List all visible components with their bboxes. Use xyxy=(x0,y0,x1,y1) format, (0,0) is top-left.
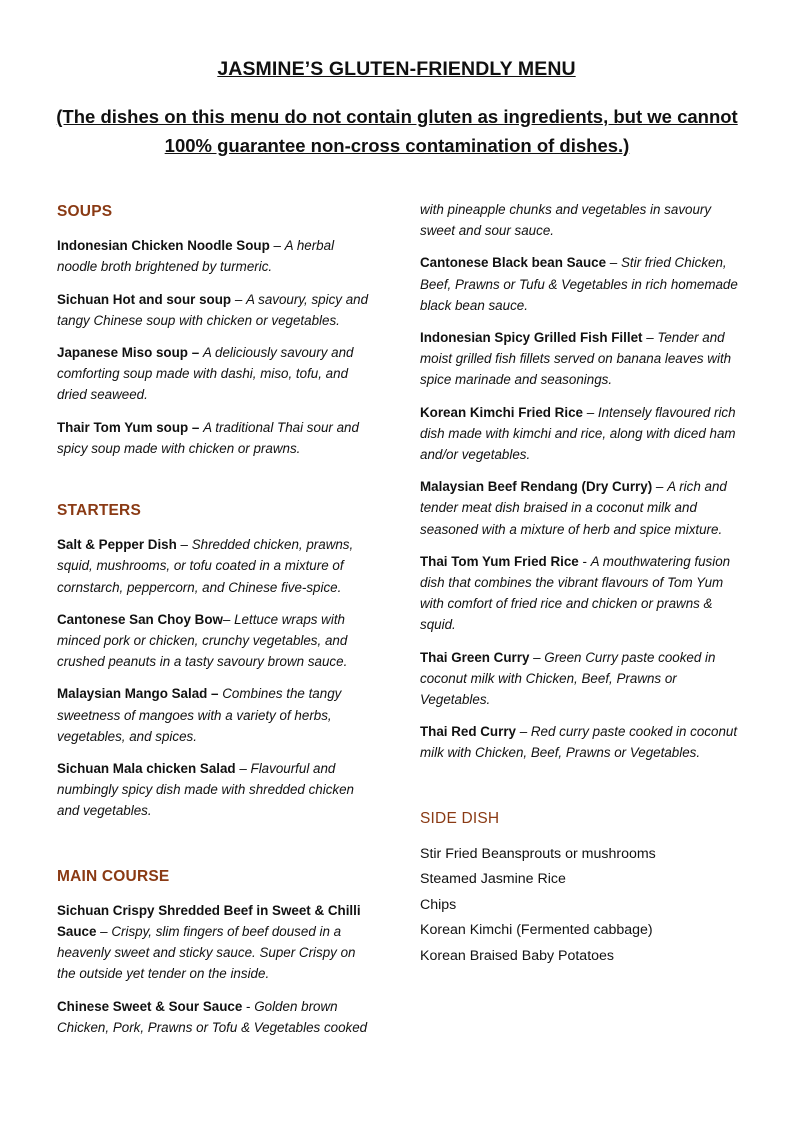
item-name: Salt & Pepper Dish xyxy=(57,537,177,553)
item-separator: – xyxy=(606,255,621,271)
item-separator: – xyxy=(529,649,545,665)
menu-item xyxy=(57,289,375,331)
menu-item xyxy=(57,609,375,673)
item-name: Korean Kimchi Fried Rice xyxy=(420,404,583,420)
side-dish-item: Korean Braised Baby Potatoes xyxy=(420,947,615,964)
menu-disclaimer: (The dishes on this menu do not contain gluten as ingredients, but we cannot 100% guarantee non-cross contamination of dishes.) xyxy=(56,106,738,156)
menu-item xyxy=(57,900,375,985)
item-name: Sichuan Hot and sour soup xyxy=(57,291,232,307)
side-dish-list xyxy=(420,842,738,970)
menu-item xyxy=(420,252,738,316)
item-separator: – xyxy=(642,330,658,346)
item-separator: – xyxy=(652,479,668,495)
item-name: Indonesian Spicy Grilled Fish Fillet xyxy=(420,330,643,346)
item-description: A mouthwatering fusion dish that combines the vibrant flavours of Tom Yum with comfort of fried rice and chicken or prawns & squid. xyxy=(420,553,731,633)
item-description: A savoury, spicy and tangy Chinese soup with chicken or vegetables. xyxy=(57,291,369,328)
section-heading-starters: STARTERS xyxy=(57,502,141,520)
item-separator: – xyxy=(269,238,285,254)
item-separator: – xyxy=(176,537,192,553)
item-description: Golden brown Chicken, Pork, Prawns or Tofu & Vegetables cooked xyxy=(57,998,368,1035)
menu-item xyxy=(420,402,738,466)
item-name: Cantonese Black bean Sauce xyxy=(420,255,607,271)
side-dish-item: Steamed Jasmine Rice xyxy=(420,871,566,888)
side-dish-item: Korean Kimchi (Fermented cabbage) xyxy=(420,922,653,939)
item-separator: - xyxy=(578,553,591,569)
menu-item xyxy=(420,647,738,711)
item-name: Sichuan Mala chicken Salad xyxy=(57,761,236,777)
menu-item xyxy=(57,758,375,822)
item-name: Indonesian Chicken Noodle Soup xyxy=(57,238,270,254)
item-separator: – xyxy=(235,761,251,777)
menu-item xyxy=(57,996,375,1038)
item-name: Thai Red Curry xyxy=(420,724,516,740)
item-description: Flavourful and numbingly spicy dish made with shredded chicken and vegetables. xyxy=(57,761,354,819)
item-description: Green Curry paste cooked in coconut milk with Chicken, Beef, Prawns or Vegetables. xyxy=(420,649,716,708)
item-description: A traditional Thai sour and spicy soup made with chicken or prawns. xyxy=(57,419,359,456)
menu-item xyxy=(57,683,375,747)
menu-item xyxy=(420,476,738,540)
item-description: Crispy, slim fingers of beef doused in a heavenly sweet and sticky sauce. Super Crispy on the outside yet tender on the inside. xyxy=(57,924,356,982)
item-separator: - xyxy=(242,998,255,1014)
item-description: Stir fried Chicken, Beef, Prawns or Tufu & Vegetables in rich homemade black bean sauce. xyxy=(420,255,738,313)
left-column xyxy=(57,201,375,1049)
main-course-list-right xyxy=(420,252,738,763)
item-description: A rich and tender meat dish braised in a coconut milk and seasoned with a mixture of herb and spice mixture. xyxy=(420,479,727,537)
starters-list xyxy=(57,534,375,821)
side-dish-item: Chips xyxy=(420,896,457,913)
menu-item xyxy=(57,342,375,406)
section-heading-main-course: MAIN COURSE xyxy=(57,867,170,885)
item-description: Intensely flavoured rich dish made with kimchi and rice, along with diced ham and/or vegetables. xyxy=(420,404,736,463)
item-name: Thai Green Curry xyxy=(420,649,530,665)
item-name: Thai Tom Yum Fried Rice xyxy=(420,553,579,569)
item-separator: – xyxy=(222,611,235,627)
item-name: Chinese Sweet & Sour Sauce xyxy=(57,998,243,1014)
item-name: Thair Tom Yum soup – xyxy=(57,419,200,435)
item-description: with pineapple chunks and vegetables in savoury sweet and sour sauce. xyxy=(420,202,712,239)
menu-item xyxy=(420,551,738,636)
menu-title: JASMINE’S GLUTEN-FRIENDLY MENU xyxy=(217,58,576,80)
side-dish-item: Stir Fried Beansprouts or mushrooms xyxy=(420,845,656,862)
item-name: Japanese Miso soup – xyxy=(57,345,200,361)
item-description: A deliciously savoury and comforting soup made with dashi, miso, tofu, and dried seaweed. xyxy=(57,345,354,403)
item-name: Cantonese San Choy Bow xyxy=(57,611,223,627)
item-description: A herbal noodle broth brightened by turmeric. xyxy=(57,238,335,275)
item-separator: – xyxy=(582,404,598,420)
item-separator: – xyxy=(96,924,112,940)
right-column xyxy=(420,199,738,969)
item-description: Combines the tangy sweetness of mangoes with a variety of herbs, vegetables, and spices. xyxy=(57,686,342,744)
item-description: Red curry paste cooked in coconut milk with Chicken, Beef, Prawns or Vegetables. xyxy=(420,724,738,761)
menu-item xyxy=(57,534,375,598)
menu-item xyxy=(57,417,375,459)
item-description: Shredded chicken, prawns, squid, mushrooms, or tofu coated in a mixture of cornstarch, peppercorn, and Chinese five-spice. xyxy=(57,537,354,595)
menu-item xyxy=(420,327,738,391)
menu-item xyxy=(420,721,738,763)
menu-item xyxy=(57,235,375,277)
menu-item-continuation xyxy=(420,199,738,241)
item-description: Tender and moist grilled fish fillets served on banana leaves with spice marinade and seasonings. xyxy=(420,330,732,388)
item-name: Malaysian Mango Salad – xyxy=(57,686,219,702)
item-separator: – xyxy=(231,291,246,307)
item-name: Sichuan Crispy Shredded Beef in Sweet & Chilli Sauce xyxy=(57,902,361,940)
item-name: Malaysian Beef Rendang (Dry Curry) xyxy=(420,479,653,495)
soups-list xyxy=(57,235,375,459)
item-separator: – xyxy=(515,724,531,740)
section-heading-side-dish: SIDE DISH xyxy=(420,809,500,827)
main-course-list-left xyxy=(57,900,375,1038)
item-description: Lettuce wraps with minced pork or chicken, crunchy vegetables, and crushed peanuts in a tasty savoury brown sauce. xyxy=(57,611,348,670)
section-heading-soups: SOUPS xyxy=(57,203,113,220)
